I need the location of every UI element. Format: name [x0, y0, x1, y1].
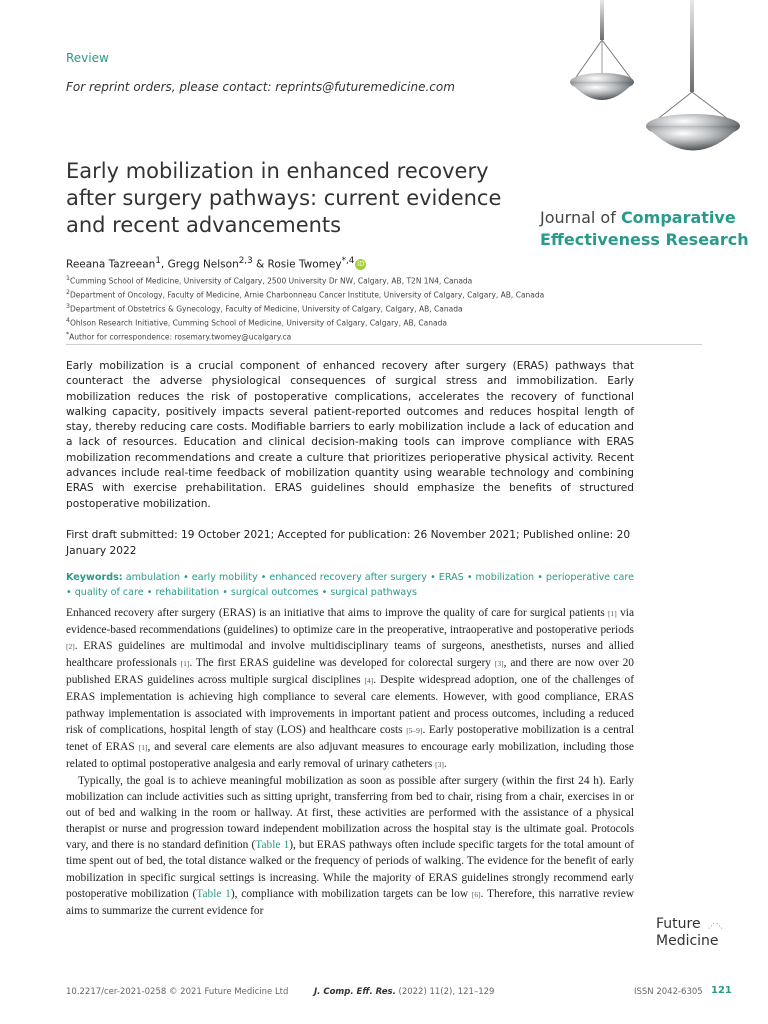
affiliation-text: Ohlson Research Initiative, Cumming School of Medicine, University of Calgary, Calgary, AB, Canada	[69, 318, 447, 328]
affiliation-sup: 3	[66, 303, 70, 310]
affiliation-list	[66, 273, 544, 343]
affiliation-item	[66, 273, 544, 287]
journal-name	[540, 207, 750, 251]
footer-citation	[314, 987, 494, 997]
footer-volume: (2022) 11(2), 121–129	[395, 987, 495, 997]
table-link[interactable]: Table 1	[255, 839, 290, 852]
keyword-item: quality of care	[74, 586, 144, 598]
author-separator: ,	[160, 258, 168, 271]
citation-ref[interactable]: [5–9]	[406, 725, 423, 735]
body-paragraph: Typically, the goal is to achieve meaningful mobilization as soon as possible after surgery (within the first 24 h). Early mobilization can include activities such as sitting upright, transferring from bed to chair, rising from a chair, exercises in or out of bed and walking in the room or hallway. At first, these activities are performed with the assistance of a physical therapist or nurse and progression toward independent mobilization across the hospital stay is the ultimate goal. Protocols vary, and there is no standard definition (Table 1), but ERAS pathways often include specific targets for the total amount of time spent out of bed, the total distance walked or the frequency of periods of walking. The evidence for the benefit of early mobilization in specific surgical settings is increasing. While the majority of ERAS guidelines strongly recommend early postoperative mobilization (Table 1), compliance with mobilization targets can be low [6]. Therefore, this narrative review aims to summarize the current evidence for	[66, 774, 635, 917]
balance-scale-illustration	[540, 0, 768, 200]
affiliation-text[interactable]: Author for correspondence: rosemary.twomey@ucalgary.ca	[69, 332, 292, 342]
citation-ref[interactable]: [3]	[435, 759, 444, 769]
keyword-item: enhanced recovery after surgery	[269, 572, 428, 583]
correspondence-note	[66, 329, 544, 343]
author-name: Reeana Tazreean	[66, 258, 156, 271]
journal-prefix: Journal of	[540, 208, 616, 227]
page-number-value: 121	[711, 985, 732, 996]
author-name: Rosie Twomey	[267, 258, 342, 271]
keywords: Keywords: ambulation • early mobility • enhanced recovery after surgery • ERAS • mobilization • perioperative care • quality of care • rehabilitation • surgical outcomes • surgical pathways	[66, 572, 635, 598]
affiliation-text: Cumming School of Medicine, University of Calgary, 2500 University Dr NW, Calgary, AB, T2N 1N4, Canada	[69, 276, 473, 286]
publisher-logo	[656, 916, 736, 950]
logo-dots-icon: ⋰⋱	[708, 922, 724, 930]
affiliation-item	[66, 287, 544, 301]
table-link[interactable]: Table 1	[196, 887, 231, 900]
keyword-item: surgical outcomes	[230, 586, 319, 598]
abstract: Early mobilization is a crucial component of enhanced recovery after surgery (ERAS) pathways that counteract the adverse physiological consequences of surgical stress and immobilization. Early mobilization reduces the risk of postoperative complications, accelerates the recovery of functional walking capacity, positively impacts several patient-reported outcomes and reduces hospital length of stay, thereby reducing care costs. Modifiable barriers to early mobilization include a lack of education and a lack of resources. Education and clinical decision-making tools can improve compliance with ERAS mobilization recommendations and create a culture that prioritizes perioperative physical activity. Recent advances include real-time feedback of mobilization quantity using wearable technology and combining ERAS with exercise prehabilitation. ERAS guidelines should emphasize the benefits of structured postoperative mobilization.	[66, 360, 634, 510]
affiliation-sup: *	[66, 331, 70, 338]
keyword-item: perioperative care	[545, 572, 635, 583]
citation-ref[interactable]: [1]	[608, 609, 617, 618]
citation-ref[interactable]: [1]	[180, 659, 190, 669]
author-affil-sup: *,4	[341, 256, 355, 266]
author-separator: &	[252, 258, 268, 271]
body-text	[66, 605, 634, 919]
publisher-logo-line1: Future	[656, 916, 701, 932]
citation-ref[interactable]: [6]	[471, 889, 481, 899]
author-affil-sup: 1	[155, 256, 161, 266]
keyword-item: mobilization	[475, 572, 535, 583]
citation-ref[interactable]: [2]	[66, 642, 75, 652]
publisher-logo-line2: Medicine	[656, 933, 719, 949]
footer-issn: ISSN 2042-6305	[634, 987, 703, 997]
page-number	[711, 985, 732, 996]
affiliation-text: Department of Obstetrics & Gynecology, Faculty of Medicine, University of Calgary, Calgary, AB, Canada	[69, 304, 463, 314]
journal-name-line2: Effectiveness Research	[540, 230, 749, 249]
section-divider	[66, 344, 702, 345]
keyword-item: ERAS	[438, 572, 464, 583]
author-list	[66, 256, 366, 271]
affiliation-item	[66, 301, 544, 315]
article-title: Early mobilization in enhanced recovery after surgery pathways: current evidence and recent advancements	[66, 159, 502, 237]
footer-journal-abbrev: J. Comp. Eff. Res.	[314, 987, 396, 997]
affiliation-sup: 4	[66, 317, 70, 324]
affiliation-text: Department of Oncology, Faculty of Medicine, Arnie Charbonneau Cancer Institute, University of Calgary, Calgary, AB, Canada	[69, 290, 545, 300]
keyword-item: surgical pathways	[330, 586, 417, 598]
affiliation-sup: 2	[66, 289, 70, 296]
keyword-item: early mobility	[191, 572, 258, 583]
author-affil-sup: 2,3	[238, 256, 253, 266]
journal-name-line1: Comparative	[620, 208, 736, 227]
keyword-item: ambulation	[125, 572, 181, 583]
affiliation-sup: 1	[66, 275, 70, 282]
citation-ref[interactable]: [1]	[138, 742, 148, 752]
citation-ref[interactable]: [3]	[494, 659, 504, 669]
footer-doi: 10.2217/cer-2021-0258 © 2021 Future Medicine Ltd	[66, 987, 289, 997]
citation-ref[interactable]: [4]	[364, 676, 374, 686]
body-paragraph: Enhanced recovery after surgery (ERAS) is an initiative that aims to improve the quality of care for surgical patients [1] via evidence-based recommendations (guidelines) to optimize care in the preoperative, intraoperative and postoperative periods [2]. ERAS guidelines are multimodal and involve multidisciplinary teams of surgeons, anesthetists, nurses and allied healthcare professionals [1]. The first ERAS guideline was developed for colorectal surgery [3], and there are now over 20 published ERAS guidelines across multiple surgical disciplines [4]. Despite widespread adoption, one of the challenges of ERAS implementation is achieving high compliance to several care elements. However, with good compliance, ERAS pathway implementation is associated with improvements in important patient and process outcomes, including a reduced risk of complications, hospital length of stay (LOS) and healthcare costs [5–9]. Early postoperative mobilization is a central tenet of ERAS [1], and several care elements are also adjuvant measures to encourage early mobilization, including those related to optimal postoperative analgesia and early removal of urinary catheters [3].	[66, 607, 635, 770]
reprint-notice: For reprint orders, please contact: reprints@futuremedicine.com	[66, 80, 455, 94]
section-label: Review	[66, 51, 109, 65]
orcid-icon[interactable]: iD	[357, 259, 365, 268]
author-name: Gregg Nelson	[167, 258, 239, 271]
publication-dates: First draft submitted: 19 October 2021; Accepted for publication: 26 November 2021; Published online: 20 January 2022	[66, 529, 631, 557]
keywords-label: Keywords:	[66, 572, 123, 583]
affiliation-item	[66, 315, 544, 329]
keyword-item: rehabilitation	[155, 586, 220, 598]
